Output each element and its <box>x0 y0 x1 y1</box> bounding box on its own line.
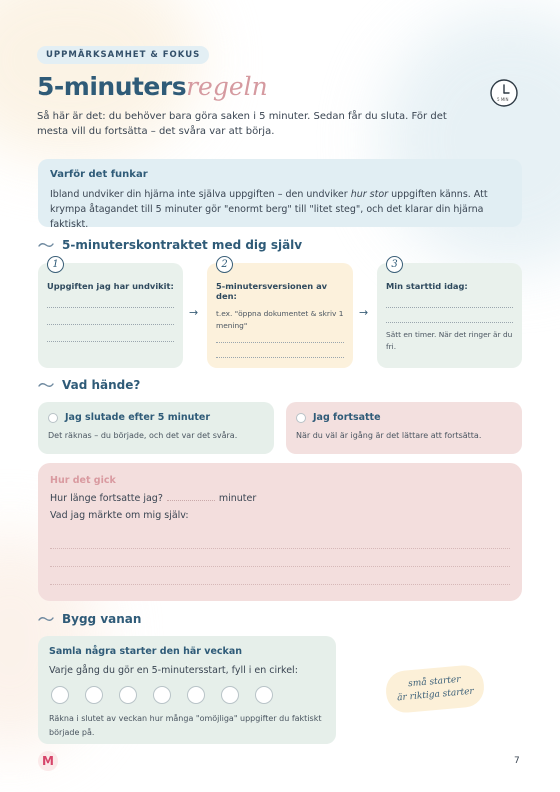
write-line[interactable] <box>386 322 513 323</box>
step-card-3 <box>377 259 522 368</box>
why-card <box>38 159 522 230</box>
outcome-title: Vad hände? <box>62 378 141 392</box>
step-number-1: 1 <box>47 256 64 273</box>
habit-instruction: Varje gång du gör en 5-minutersstart, fyll i en cirkel: <box>49 665 298 676</box>
duration-input-line[interactable] <box>167 500 215 501</box>
tracker-circle[interactable] <box>187 686 205 704</box>
duration-row <box>50 493 510 504</box>
tracker-circle[interactable] <box>255 686 273 704</box>
write-line[interactable] <box>47 307 174 308</box>
contract-title: 5-minuterskontraktet med dig själv <box>62 238 303 252</box>
how-card <box>38 463 522 601</box>
habit-card <box>38 636 336 744</box>
step-number-3: 3 <box>386 256 403 273</box>
write-line[interactable] <box>216 357 344 358</box>
option-title: Jag slutade efter 5 minuter <box>65 412 211 423</box>
notice-lines[interactable] <box>50 531 510 585</box>
outcome-option-stopped[interactable] <box>38 402 274 454</box>
step-card-1 <box>38 259 183 368</box>
squiggle-icon <box>38 241 54 249</box>
badge-line-1: små starter <box>407 674 461 690</box>
option-text: Det räknas – du började, och det var det svåra. <box>48 431 238 440</box>
outcome-option-continued[interactable] <box>286 402 522 454</box>
why-text: Ibland undviker din hjärna inte själva uppgiften – den undviker hur stor uppgiften känns. Att krympa åtagandet till 5 minuter gör "enormt berg" till "litet steg", och det klarar din hjärna faktiskt. <box>50 189 488 230</box>
tracker-circle[interactable] <box>85 686 103 704</box>
write-line[interactable] <box>386 307 513 308</box>
clock-label: 5 MIN <box>497 97 509 102</box>
why-title: Varför det funkar <box>50 169 148 180</box>
tracker-circle[interactable] <box>153 686 171 704</box>
outcome-section-head <box>38 378 140 392</box>
habit-title: Samla några starter den här veckan <box>49 646 243 657</box>
arrow-icon: → <box>359 306 369 319</box>
contract-section-head <box>38 238 302 252</box>
category-tag: UPPMÄRKSAMHET & FOKUS <box>37 46 209 64</box>
page-number: 7 <box>514 756 520 766</box>
step-sub-3: Sätt en timer. När det ringer är du fri. <box>386 330 513 351</box>
step-title-2: 5-minutersversionen av den: <box>216 281 328 301</box>
write-line[interactable] <box>216 342 344 343</box>
squiggle-icon <box>38 381 54 389</box>
step-sub-2: t.ex. "öppna dokumentet & skriv 1 mening" <box>216 309 344 330</box>
tracker-circles <box>51 686 325 704</box>
notice-row <box>50 510 510 521</box>
step-number-2: 2 <box>216 256 233 273</box>
write-line[interactable] <box>47 324 174 325</box>
write-line[interactable] <box>47 341 174 342</box>
notice-question: Vad jag märkte om mig själv: <box>50 510 189 521</box>
squiggle-icon <box>38 615 54 623</box>
badge-line-2: är riktiga starter <box>396 686 475 704</box>
option-title: Jag fortsatte <box>313 412 381 423</box>
intro-text: Så här är det: du behöver bara göra saken i 5 minuter. Sedan får du sluta. För det mesta vill du fortsätta – det svåra var att börja. <box>37 111 447 137</box>
how-title: Hur det gick <box>50 475 116 486</box>
step-card-2 <box>207 259 353 368</box>
why-emphasis: hur stor <box>350 189 389 200</box>
radio-button[interactable] <box>48 413 58 423</box>
radio-button[interactable] <box>296 413 306 423</box>
clock-icon <box>489 78 519 108</box>
tracker-circle[interactable] <box>51 686 69 704</box>
step-title-3: Min starttid idag: <box>386 281 468 291</box>
tracker-circle[interactable] <box>119 686 137 704</box>
duration-unit: minuter <box>218 493 257 504</box>
title-script: regeln <box>186 72 268 101</box>
habit-section-title: Bygg vanan <box>62 612 142 626</box>
option-text: När du väl är igång är det lättare att fortsätta. <box>296 431 482 440</box>
step-title-1: Uppgiften jag har undvikit: <box>47 281 174 291</box>
brand-logo: M <box>38 751 58 771</box>
arrow-icon: → <box>189 306 199 319</box>
motivation-badge <box>384 664 485 714</box>
habit-section-head <box>38 612 141 626</box>
habit-note: Räkna i slutet av veckan hur många "omöjliga" uppgifter du faktiskt började på. <box>49 714 322 737</box>
page-title <box>37 72 268 101</box>
duration-question: Hur länge fortsatte jag? <box>50 493 163 504</box>
title-main: 5-minuters <box>37 72 187 101</box>
tracker-circle[interactable] <box>221 686 239 704</box>
